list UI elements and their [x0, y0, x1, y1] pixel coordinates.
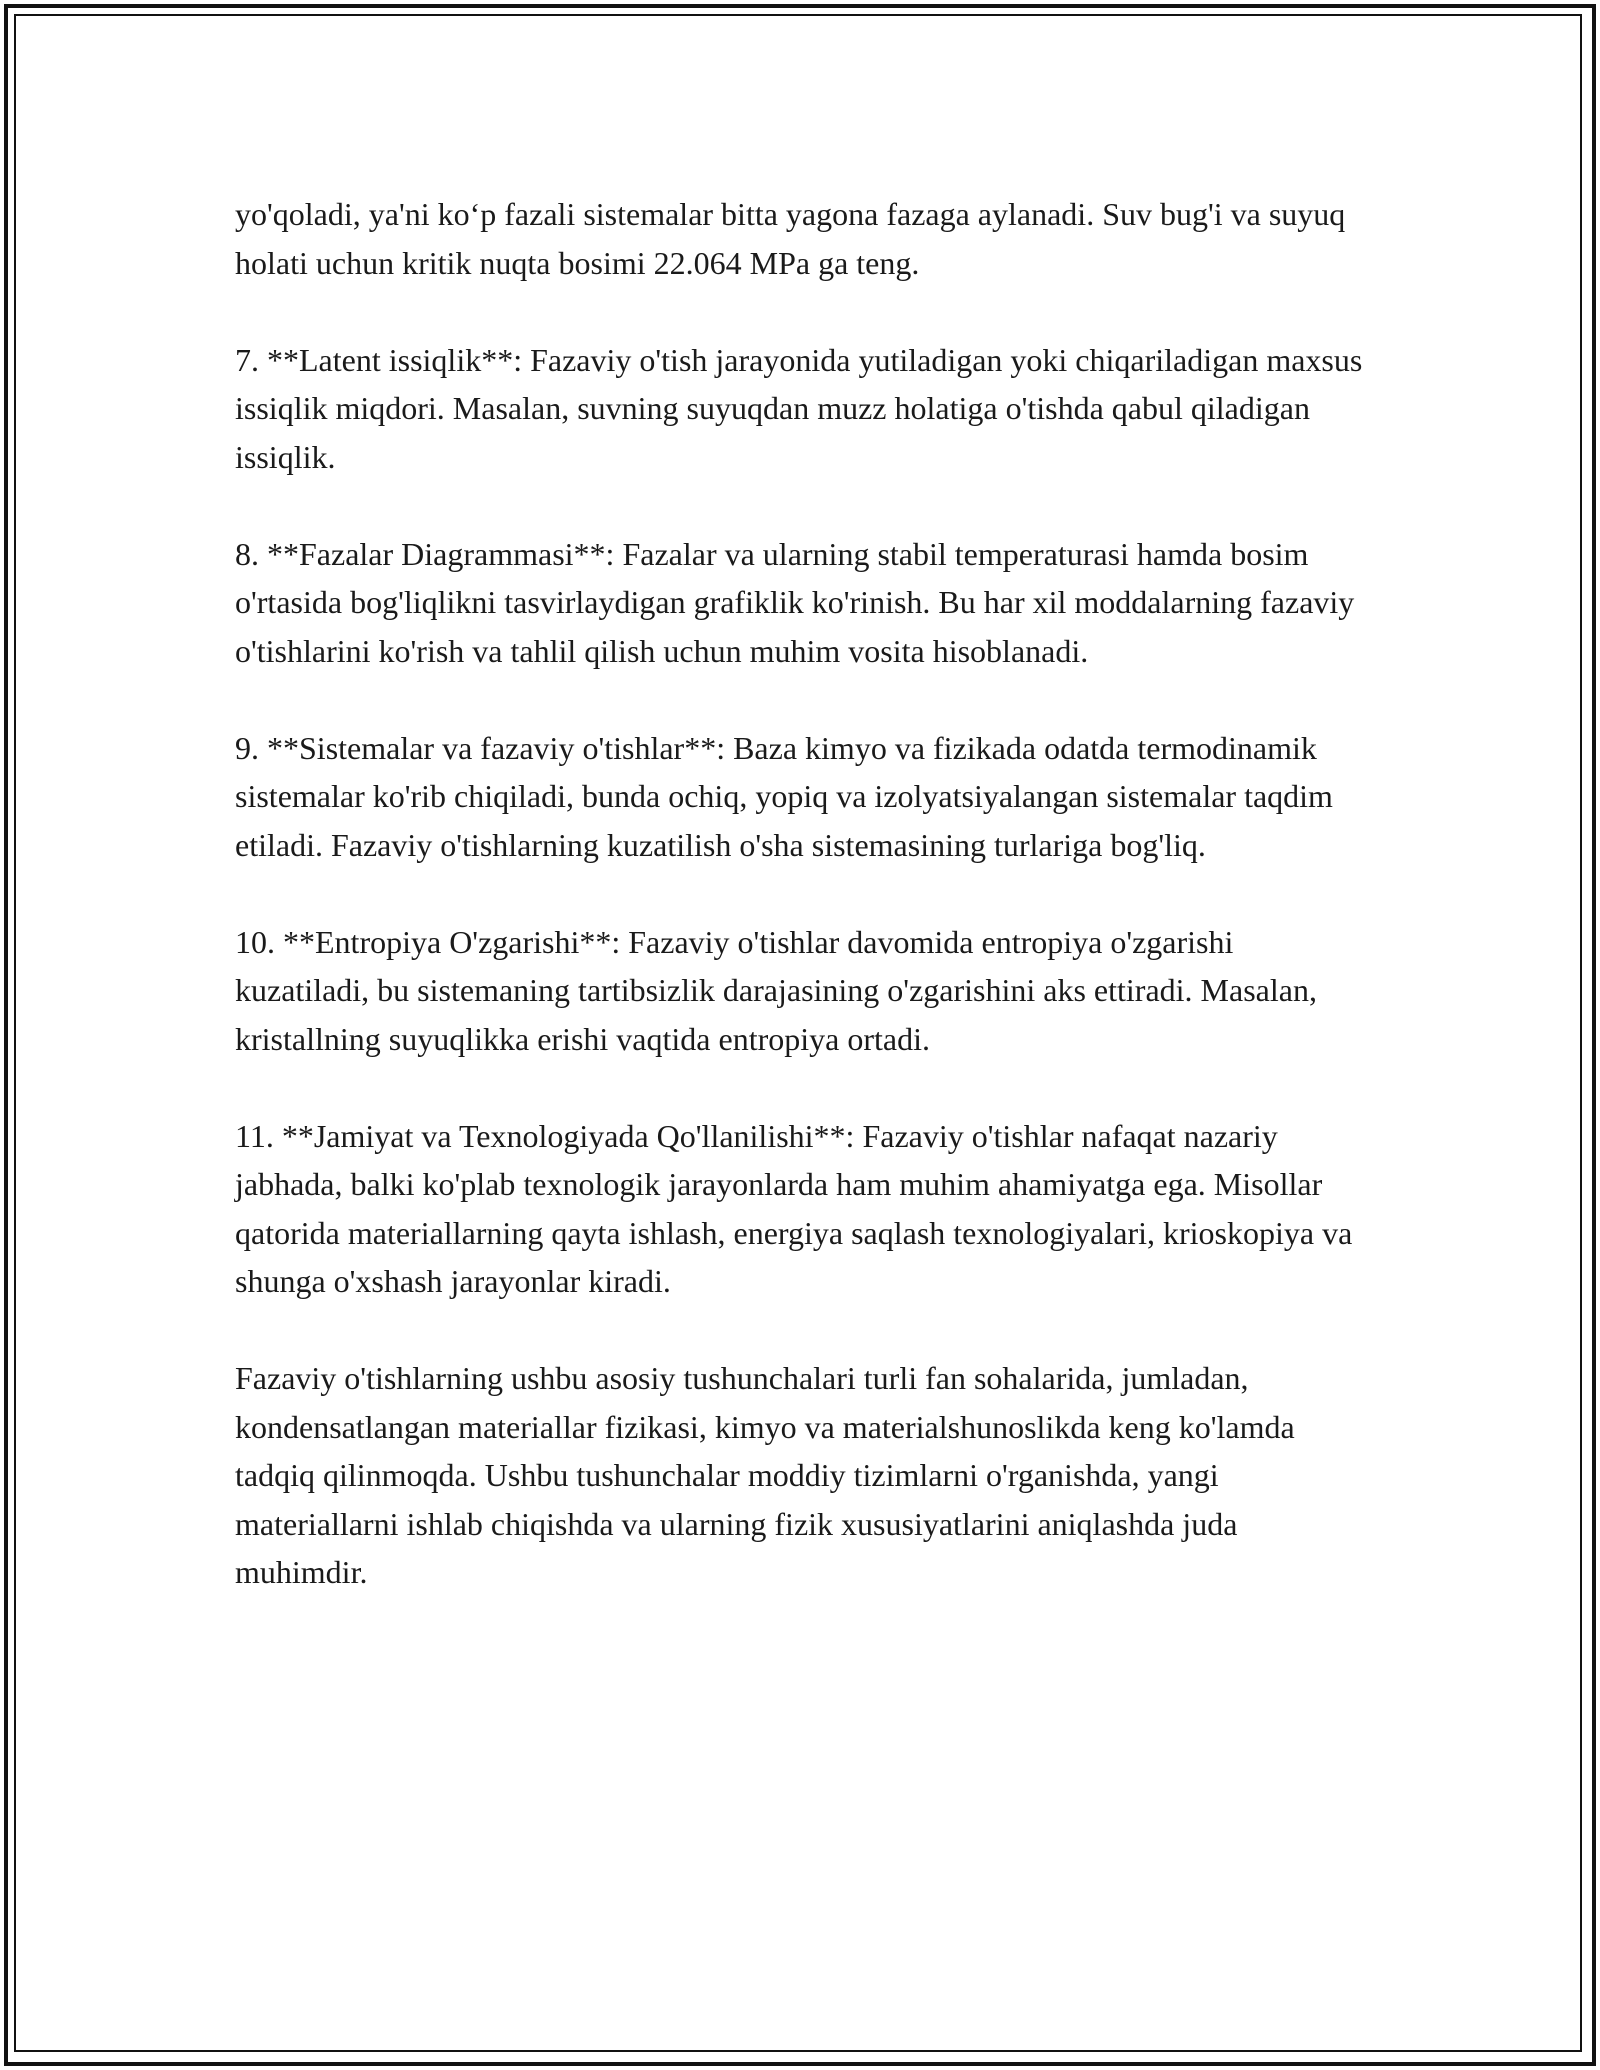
paragraph-systems: 9. **Sistemalar va fazaviy o'tishlar**: Baza kimyo va fizikada odatda termodinamik sistemalar ko'rib chiqiladi, bunda ochiq, yopiq va izolyatsiyalangan sistemalar taqdim etiladi. Fazaviy o'tishlarning kuzatilish o'sha sistemasining turlariga bog'liq. — [235, 729, 1333, 863]
paragraph-phase-diagram: 8. **Fazalar Diagrammasi**: Fazalar va ularning stabil temperaturasi hamda bosim o'rtasida bog'liqlikni tasvirlaydigan grafiklik ko'rinish. Bu har xil moddalarning fazaviy o'tishlarini ko'rish va tahlil qilish uchun muhim vosita hisoblanadi. — [235, 535, 1355, 669]
document-body — [235, 190, 1375, 1645]
paragraph-conclusion: Fazaviy o'tishlarning ushbu asosiy tushunchalari turli fan sohalarida, jumladan, kondensatlangan materiallar fizikasi, kimyo va materialshunoslikda keng ko'lamda tadqiq qilinmoqda. Ushbu tushunchalar moddiy tizimlarni o'rganishda, yangi materiallarni ishlab chiqishda va ularning fizik xususiyatlarini aniqlashda juda muhimdir. — [235, 1360, 1295, 1590]
paragraph-entropy: 10. **Entropiya O'zgarishi**: Fazaviy o'tishlar davomida entropiya o'zgarishi kuzatiladi, bu sistemaning tartibsizlik darajasining o'zgarishini aks ettiradi. Masalan, kristallning suyuqlikka erishi vaqtida entropiya ortadi. — [235, 923, 1317, 1057]
paragraph-continuation: yo'qoladi, ya'ni ko‘p fazali sistemalar bitta yagona fazaga aylanadi. Suv bug'i va suyuq holati uchun kritik nuqta bosimi 22.064 MPa ga teng. — [235, 196, 1346, 281]
paragraph-applications: 11. **Jamiyat va Texnologiyada Qo'llanilishi**: Fazaviy o'tishlar nafaqat nazariy jabhada, balki ko'plab texnologik jarayonlarda ham muhim ahamiyatga ega. Misollar qatorida materiallarning qayta ishlash, energiya saqlash texnologiyalari, krioskopiya va shunga o'xshash jarayonlar kiradi. — [235, 1117, 1353, 1299]
paragraph-latent-heat: 7. **Latent issiqlik**: Fazaviy o'tish jarayonida yutiladigan yoki chiqariladigan maxsus issiqlik miqdori. Masalan, suvning suyuqdan muzz holatiga o'tishda qabul qiladigan issiqlik. — [235, 341, 1363, 475]
